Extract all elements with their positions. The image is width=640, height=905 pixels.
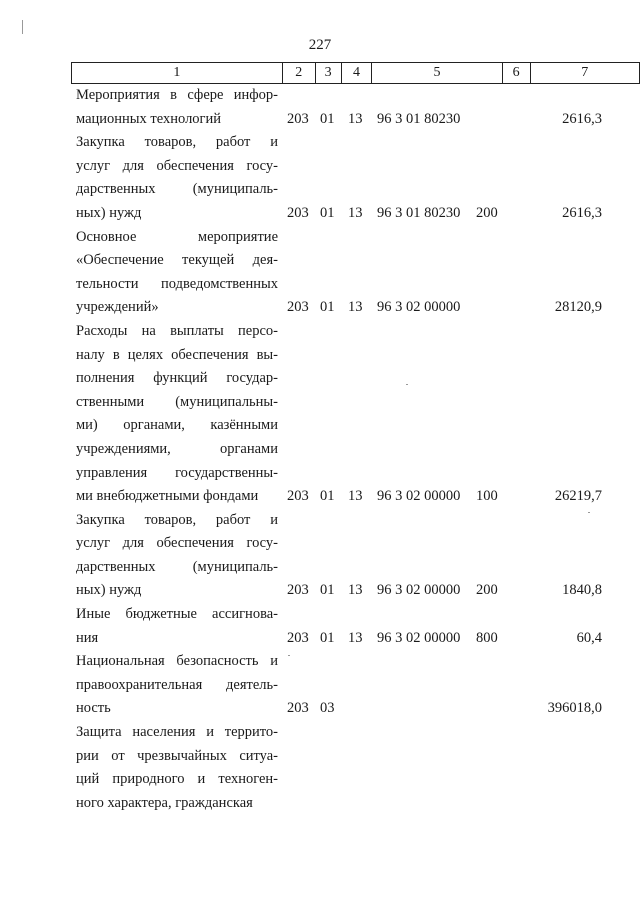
- description-line: Защита населения и террито-: [76, 724, 278, 741]
- column-header-row: [72, 63, 640, 84]
- cell-c4: 13: [348, 582, 363, 599]
- row-codes: [0, 697, 640, 721]
- description-line: налу в целях обеспечения вы-: [76, 346, 278, 363]
- cell-c3: 01: [320, 488, 335, 505]
- cell-c3: 01: [320, 629, 335, 646]
- cell-c3: 01: [320, 204, 335, 221]
- cell-c2: 203: [287, 582, 309, 599]
- description-line: Закупка товаров, работ и: [76, 511, 278, 528]
- cell-c5: 96 3 02 00000: [377, 299, 461, 316]
- cell-c4: 13: [348, 488, 363, 505]
- description-line: ственными (муниципальны-: [76, 393, 278, 410]
- description-line: «Обеспечение текущей дея-: [76, 252, 278, 269]
- cell-c4: 13: [348, 629, 363, 646]
- description-line: учреждениями, органами: [76, 440, 278, 457]
- cell-c2: 203: [287, 204, 309, 221]
- column-header-3: 3: [315, 63, 341, 84]
- description-line: ных) нужд: [76, 582, 142, 599]
- scan-speck: [588, 512, 590, 513]
- cell-c7: 1840,8: [562, 582, 602, 599]
- table-row: [0, 320, 640, 509]
- description-line: полнения функций государ-: [76, 370, 278, 387]
- description-line: рии от чрезвычайных ситуа-: [76, 747, 278, 764]
- column-header-table: [71, 62, 640, 84]
- description-line: дарственных (муниципаль-: [76, 558, 278, 575]
- description-line: тельности подведомственных: [76, 275, 278, 292]
- description-line: учреждений»: [76, 299, 159, 316]
- cell-c6: 200: [476, 582, 498, 599]
- description-line: ми) органами, казёнными: [76, 417, 278, 434]
- scan-speck: [288, 655, 290, 656]
- cell-c5: 96 3 01 80230: [377, 204, 461, 221]
- cell-c2: 203: [287, 110, 309, 127]
- column-header-5: 5: [372, 63, 502, 84]
- description-line: ного характера, гражданская: [76, 794, 253, 811]
- cell-c6: 200: [476, 204, 498, 221]
- cell-c6: 100: [476, 488, 498, 505]
- column-header-2: 2: [282, 63, 315, 84]
- cell-c2: 203: [287, 488, 309, 505]
- description-line: ния: [76, 629, 99, 646]
- column-header-4: 4: [341, 63, 372, 84]
- row-codes: [0, 627, 640, 651]
- description-line: Мероприятия в сфере инфор-: [76, 87, 278, 103]
- cell-c2: 203: [287, 629, 309, 646]
- table-row: [0, 226, 640, 320]
- cell-c3: 01: [320, 299, 335, 316]
- description-line: ций природного и техноген-: [76, 771, 278, 788]
- cell-c7: 60,4: [576, 629, 602, 646]
- row-codes: [0, 108, 640, 132]
- description-line: ми внебюджетными фондами: [76, 488, 259, 505]
- cell-c2: 203: [287, 299, 309, 316]
- description-line: дарственных (муниципаль-: [76, 181, 278, 198]
- cell-c7: 2616,3: [562, 204, 602, 221]
- description-line: ность: [76, 700, 111, 717]
- row-codes: [0, 579, 640, 603]
- description-line: правоохранительная деятель-: [76, 676, 278, 693]
- cell-c5: 96 3 02 00000: [377, 488, 461, 505]
- cell-c3: 01: [320, 582, 335, 599]
- column-header-6: 6: [502, 63, 530, 84]
- row-description: [76, 320, 278, 509]
- cell-c7: 26219,7: [554, 488, 602, 505]
- description-line: ных) нужд: [76, 204, 142, 221]
- description-line: мационных технологий: [76, 110, 222, 127]
- cell-c4: 13: [348, 204, 363, 221]
- cell-c7: 28120,9: [554, 299, 602, 316]
- column-header-7: 7: [530, 63, 639, 84]
- description-line: Национальная безопасность и: [76, 653, 278, 670]
- row-codes: [0, 296, 640, 320]
- table-row: [0, 603, 640, 650]
- description-line: Основное мероприятие: [76, 228, 278, 245]
- table-row: [0, 721, 640, 815]
- scan-speck: [22, 20, 23, 34]
- cell-c4: 13: [348, 110, 363, 127]
- cell-c6: 800: [476, 629, 498, 646]
- row-codes: [0, 485, 640, 509]
- description-line: Иные бюджетные ассигнова-: [76, 606, 278, 623]
- description-line: управления государственны-: [76, 464, 278, 481]
- description-line: услуг для обеспечения госу-: [76, 535, 278, 552]
- description-line: услуг для обеспечения госу-: [76, 157, 278, 174]
- table-row: [0, 650, 640, 721]
- scan-speck: [406, 384, 408, 385]
- row-codes: [0, 202, 640, 226]
- column-header-1: 1: [72, 63, 283, 84]
- cell-c7: 396018,0: [547, 700, 602, 717]
- cell-c5: 96 3 02 00000: [377, 629, 461, 646]
- cell-c5: 96 3 01 80230: [377, 110, 461, 127]
- row-codes: [0, 792, 640, 816]
- page-number: 227: [308, 37, 332, 53]
- cell-c3: 01: [320, 110, 335, 127]
- cell-c7: 2616,3: [562, 110, 602, 127]
- table-row: [0, 131, 640, 225]
- budget-rows: [0, 84, 640, 815]
- description-line: Закупка товаров, работ и: [76, 134, 278, 151]
- table-row: [0, 84, 640, 131]
- cell-c2: 203: [287, 700, 309, 717]
- table-row: [0, 509, 640, 603]
- description-line: Расходы на выплаты персо-: [76, 322, 278, 339]
- cell-c5: 96 3 02 00000: [377, 582, 461, 599]
- cell-c4: 13: [348, 299, 363, 316]
- cell-c3: 03: [320, 700, 335, 717]
